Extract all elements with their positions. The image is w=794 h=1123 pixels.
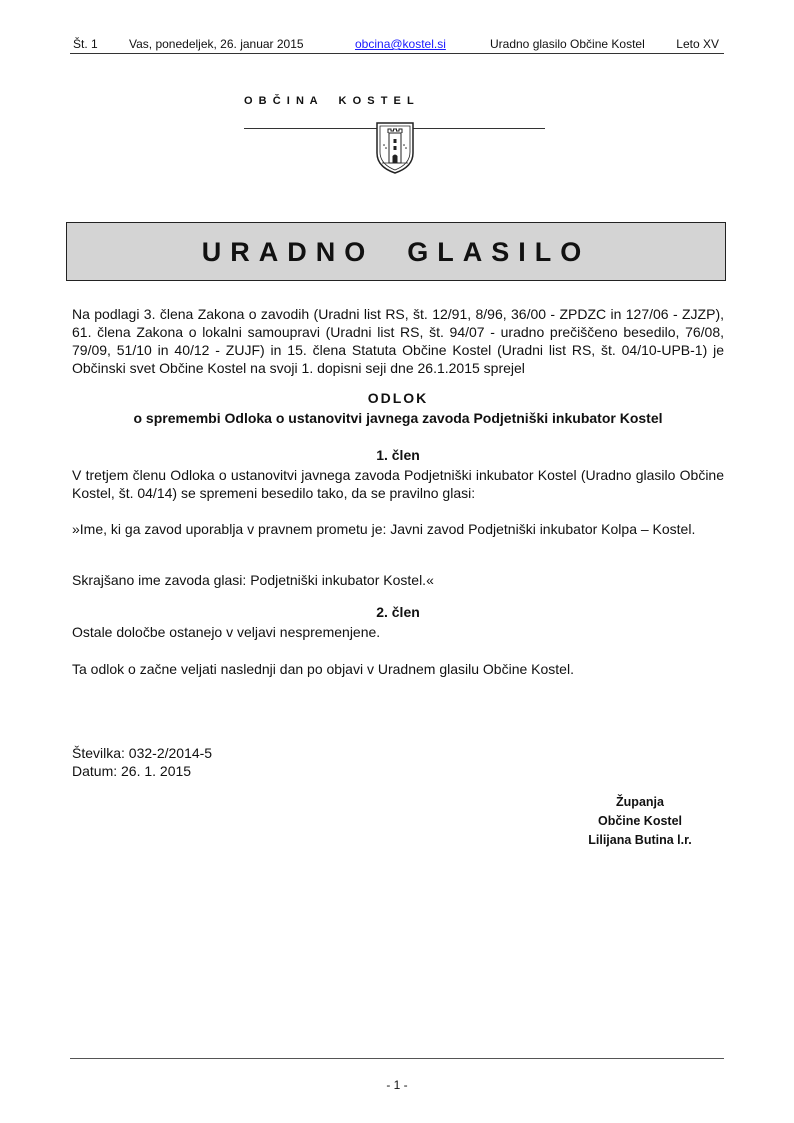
- page-header: [70, 37, 724, 54]
- intro-paragraph: Na podlagi 3. člena Zakona o zavodih (Uradni list RS, št. 12/91, 8/96, 36/00 - ZPDZC in 127/06 - ZJZP), 61. člena Zakona o lokalni samoupravi (Uradni list RS, št. 94/07 - uradno prečiščeno besedilo, 76/08, 79/09, 51/10 in 40/12 - ZUJF) in 15. člena Statuta Občine Kostel (Uradni list RS, št. 04/10-UPB-1) je Občinski svet Občine Kostel na svoji 1. dopisni seji dne 26.1.2015 sprejel: [72, 306, 724, 376]
- page-number: - 1 -: [386, 1078, 408, 1092]
- article-1-text: V tretjem členu Odloka o ustanovitvi javnega zavoda Podjetniški inkubator Kostel (Uradno glasilo Občine Kostel, št. 04/14) se spremeni besedilo tako, da se pravilno glasi:: [72, 467, 724, 501]
- coat-of-arms-icon: [374, 121, 416, 175]
- article-2-text: Ostale določbe ostanejo v veljavi nespremenjene.: [72, 624, 381, 640]
- article-1-quote: »Ime, ki ga zavod uporablja v pravnem prometu je: Javni zavod Podjetniški inkubator Kolpa – Kostel.: [72, 521, 696, 537]
- municipality-name-text: O B Č I N A K O S T E L: [244, 95, 414, 107]
- reference-date: Datum: 26. 1. 2015: [72, 763, 192, 779]
- banner-title: URADNO GLASILO: [201, 237, 591, 267]
- entry-into-force: Ta odlok o začne veljati naslednji dan po objavi v Uradnem glasilu Občine Kostel.: [72, 661, 574, 677]
- title-banner: [66, 222, 726, 281]
- signature-name: Lilijana Butina l.r.: [588, 833, 692, 847]
- publication-name: Uradno glasilo Občine Kostel: [490, 37, 645, 51]
- article-2-heading: 2. člen: [376, 604, 420, 620]
- publication-year: Leto XV: [676, 37, 719, 51]
- footer-divider: [70, 1058, 724, 1059]
- decree-title: ODLOK: [367, 390, 429, 406]
- article-1-heading: 1. člen: [376, 447, 420, 463]
- article-1-short-name: Skrajšano ime zavoda glasi: Podjetniški inkubator Kostel.«: [72, 572, 434, 588]
- signature-office: Občine Kostel: [597, 814, 683, 828]
- email-link[interactable]: obcina@kostel.si: [355, 37, 446, 51]
- signature-block: [560, 793, 720, 850]
- issue-date: Vas, ponedeljek, 26. januar 2015: [129, 37, 304, 51]
- signature-role: Županja: [616, 795, 664, 809]
- decree-subtitle: o spremembi Odloka o ustanovitvi javnega zavoda Podjetniški inkubator Kostel: [133, 410, 663, 426]
- municipality-name: [244, 95, 544, 107]
- reference-number: Številka: 032-2/2014-5: [72, 745, 213, 761]
- issue-number: Št. 1: [73, 37, 98, 51]
